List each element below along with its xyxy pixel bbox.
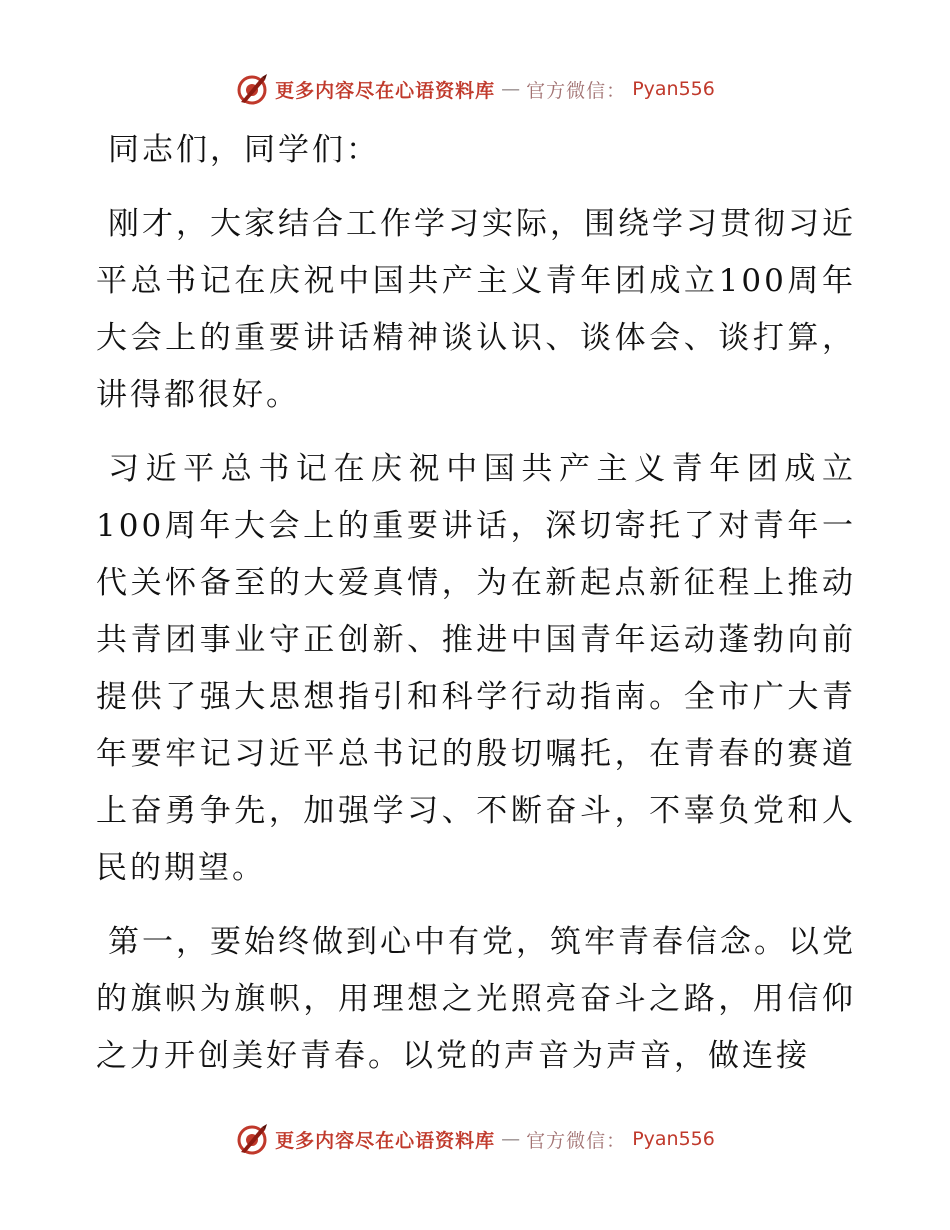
footer-wechat-account: Pyan556 xyxy=(632,1128,715,1150)
header-banner xyxy=(0,72,950,106)
header-brand-text: 更多内容尽在心语资料库 xyxy=(275,79,496,102)
quill-logo-icon xyxy=(235,72,269,106)
footer-wechat-label: 官方微信： xyxy=(526,1129,627,1152)
paragraph-3: 第一，要始终做到心中有党，筑牢青春信念。以党的旗帜为旗帜，用理想之光照亮奋斗之路，用信仰之力开创美好青春。以党的声音为声音，做连接 xyxy=(96,924,856,1074)
footer-banner xyxy=(0,1122,950,1156)
header-wechat-label: 官方微信： xyxy=(526,79,627,102)
paragraph-1: 刚才，大家结合工作学习实际，围绕学习贯彻习近平总书记在庆祝中国共产主义青年团成立100周年大会上的重要讲话精神谈认识、谈体会、谈打算，讲得都很好。 xyxy=(96,206,856,413)
footer-dash: — xyxy=(501,1128,521,1150)
header-wechat-account: Pyan556 xyxy=(632,78,715,100)
salutation: 同志们，同学们： xyxy=(108,132,380,168)
speech-body xyxy=(96,122,856,1085)
paragraph-2: 习近平总书记在庆祝中国共产主义青年团成立100周年大会上的重要讲话，深切寄托了对青年一代关怀备至的大爱真情，为在新起点新征程上推动共青团事业守正创新、推进中国青年运动蓬勃向前提供了强大思想指引和科学行动指南。全市广大青年要牢记习近平总书记的殷切嘱托，在青春的赛道上奋勇争先，加强学习、不断奋斗，不辜负党和人民的期望。 xyxy=(96,451,856,886)
footer-brand-text: 更多内容尽在心语资料库 xyxy=(275,1129,496,1152)
header-dash: — xyxy=(501,78,521,100)
quill-logo-icon xyxy=(235,1122,269,1156)
